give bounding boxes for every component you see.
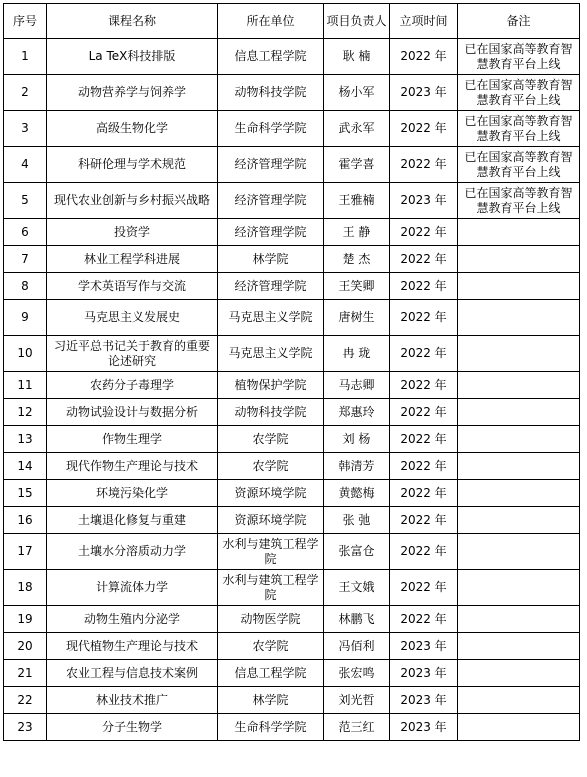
cell-course-name: 林业技术推广 — [47, 687, 218, 714]
cell-unit: 信息工程学院 — [218, 660, 324, 687]
cell-unit: 经济管理学院 — [218, 147, 324, 183]
cell-note — [458, 660, 580, 687]
table-row — [4, 273, 580, 300]
cell-lead: 刘 杨 — [324, 426, 390, 453]
cell-course-name: 现代植物生产理论与技术 — [47, 633, 218, 660]
cell-lead: 刘光哲 — [324, 687, 390, 714]
table-row — [4, 183, 580, 219]
cell-year: 2023 年 — [390, 714, 458, 741]
cell-note: 已在国家高等教育智慧教育平台上线 — [458, 147, 580, 183]
cell-course-name: 农药分子毒理学 — [47, 372, 218, 399]
cell-course-name: 高级生物化学 — [47, 111, 218, 147]
cell-unit: 经济管理学院 — [218, 219, 324, 246]
cell-course-name: 动物试验设计与数据分析 — [47, 399, 218, 426]
cell-year: 2023 年 — [390, 660, 458, 687]
cell-year: 2022 年 — [390, 300, 458, 336]
cell-note — [458, 570, 580, 606]
cell-no: 14 — [4, 453, 47, 480]
cell-note — [458, 336, 580, 372]
cell-unit: 动物科技学院 — [218, 75, 324, 111]
cell-no: 4 — [4, 147, 47, 183]
cell-no: 8 — [4, 273, 47, 300]
cell-year: 2022 年 — [390, 219, 458, 246]
cell-note — [458, 273, 580, 300]
cell-note — [458, 453, 580, 480]
cell-no: 3 — [4, 111, 47, 147]
course-table-container — [3, 3, 580, 741]
cell-unit: 生命科学学院 — [218, 111, 324, 147]
cell-course-name: 投资学 — [47, 219, 218, 246]
cell-course-name: 科研伦理与学术规范 — [47, 147, 218, 183]
cell-year: 2022 年 — [390, 507, 458, 534]
table-row — [4, 480, 580, 507]
cell-no: 18 — [4, 570, 47, 606]
cell-course-name: 土壤退化修复与重建 — [47, 507, 218, 534]
table-row — [4, 534, 580, 570]
cell-year: 2022 年 — [390, 147, 458, 183]
cell-unit: 生命科学学院 — [218, 714, 324, 741]
cell-unit: 马克思主义学院 — [218, 300, 324, 336]
table-row — [4, 219, 580, 246]
cell-year: 2022 年 — [390, 372, 458, 399]
cell-note — [458, 714, 580, 741]
cell-lead: 耿 楠 — [324, 39, 390, 75]
table-row — [4, 39, 580, 75]
cell-lead: 黄懿梅 — [324, 480, 390, 507]
cell-note: 已在国家高等教育智慧教育平台上线 — [458, 39, 580, 75]
cell-year: 2023 年 — [390, 633, 458, 660]
table-row — [4, 507, 580, 534]
header-year: 立项时间 — [390, 4, 458, 39]
cell-lead: 冯佰利 — [324, 633, 390, 660]
table-row — [4, 75, 580, 111]
cell-no: 16 — [4, 507, 47, 534]
cell-unit: 经济管理学院 — [218, 183, 324, 219]
cell-no: 13 — [4, 426, 47, 453]
cell-note — [458, 507, 580, 534]
cell-unit: 林学院 — [218, 246, 324, 273]
cell-year: 2022 年 — [390, 39, 458, 75]
cell-lead: 楚 杰 — [324, 246, 390, 273]
table-row — [4, 246, 580, 273]
cell-no: 9 — [4, 300, 47, 336]
table-row — [4, 453, 580, 480]
table-row — [4, 570, 580, 606]
header-lead: 项目负责人 — [324, 4, 390, 39]
cell-unit: 动物医学院 — [218, 606, 324, 633]
table-row — [4, 714, 580, 741]
table-row — [4, 399, 580, 426]
cell-lead: 霍学喜 — [324, 147, 390, 183]
cell-course-name: 现代农业创新与乡村振兴战略 — [47, 183, 218, 219]
cell-unit: 动物科技学院 — [218, 399, 324, 426]
cell-lead: 王 静 — [324, 219, 390, 246]
cell-note — [458, 372, 580, 399]
header-unit: 所在单位 — [218, 4, 324, 39]
table-row — [4, 147, 580, 183]
cell-year: 2023 年 — [390, 183, 458, 219]
cell-no: 23 — [4, 714, 47, 741]
cell-lead: 杨小军 — [324, 75, 390, 111]
cell-course-name: 分子生物学 — [47, 714, 218, 741]
cell-unit: 水利与建筑工程学院 — [218, 570, 324, 606]
cell-unit: 农学院 — [218, 426, 324, 453]
cell-year: 2022 年 — [390, 273, 458, 300]
cell-course-name: 学术英语写作与交流 — [47, 273, 218, 300]
cell-course-name: La TeX科技排版 — [47, 39, 218, 75]
cell-course-name: 环境污染化学 — [47, 480, 218, 507]
cell-year: 2022 年 — [390, 570, 458, 606]
cell-course-name: 动物营养学与饲养学 — [47, 75, 218, 111]
table-row — [4, 606, 580, 633]
cell-course-name: 计算流体力学 — [47, 570, 218, 606]
cell-lead: 张 弛 — [324, 507, 390, 534]
cell-note — [458, 219, 580, 246]
cell-no: 2 — [4, 75, 47, 111]
cell-no: 20 — [4, 633, 47, 660]
table-row — [4, 372, 580, 399]
cell-lead: 郑惠玲 — [324, 399, 390, 426]
cell-no: 15 — [4, 480, 47, 507]
table-row — [4, 687, 580, 714]
cell-course-name: 农业工程与信息技术案例 — [47, 660, 218, 687]
header-no: 序号 — [4, 4, 47, 39]
cell-lead: 王雅楠 — [324, 183, 390, 219]
cell-no: 5 — [4, 183, 47, 219]
table-body — [4, 39, 580, 741]
cell-course-name: 动物生殖内分泌学 — [47, 606, 218, 633]
cell-course-name: 习近平总书记关于教育的重要论述研究 — [47, 336, 218, 372]
header-course-name: 课程名称 — [47, 4, 218, 39]
cell-no: 19 — [4, 606, 47, 633]
cell-course-name: 土壤水分溶质动力学 — [47, 534, 218, 570]
cell-note — [458, 606, 580, 633]
course-table — [3, 3, 580, 741]
cell-year: 2022 年 — [390, 453, 458, 480]
cell-no: 17 — [4, 534, 47, 570]
cell-unit: 水利与建筑工程学院 — [218, 534, 324, 570]
cell-lead: 武永军 — [324, 111, 390, 147]
cell-no: 6 — [4, 219, 47, 246]
cell-lead: 马志卿 — [324, 372, 390, 399]
cell-year: 2022 年 — [390, 480, 458, 507]
cell-note — [458, 687, 580, 714]
table-row — [4, 336, 580, 372]
cell-year: 2022 年 — [390, 111, 458, 147]
cell-course-name: 现代作物生产理论与技术 — [47, 453, 218, 480]
cell-year: 2023 年 — [390, 687, 458, 714]
cell-unit: 马克思主义学院 — [218, 336, 324, 372]
cell-no: 12 — [4, 399, 47, 426]
table-row — [4, 660, 580, 687]
cell-no: 7 — [4, 246, 47, 273]
cell-note — [458, 480, 580, 507]
cell-note — [458, 534, 580, 570]
cell-lead: 张宏鸣 — [324, 660, 390, 687]
cell-unit: 资源环境学院 — [218, 480, 324, 507]
cell-lead: 林鹏飞 — [324, 606, 390, 633]
cell-lead: 王笑卿 — [324, 273, 390, 300]
cell-lead: 王文娥 — [324, 570, 390, 606]
cell-no: 1 — [4, 39, 47, 75]
cell-lead: 范三红 — [324, 714, 390, 741]
cell-lead: 张富仓 — [324, 534, 390, 570]
cell-year: 2022 年 — [390, 246, 458, 273]
cell-course-name: 作物生理学 — [47, 426, 218, 453]
cell-unit: 农学院 — [218, 453, 324, 480]
cell-unit: 经济管理学院 — [218, 273, 324, 300]
cell-course-name: 马克思主义发展史 — [47, 300, 218, 336]
cell-lead: 唐树生 — [324, 300, 390, 336]
cell-no: 11 — [4, 372, 47, 399]
cell-note — [458, 246, 580, 273]
cell-lead: 韩清芳 — [324, 453, 390, 480]
header-note: 备注 — [458, 4, 580, 39]
cell-year: 2022 年 — [390, 399, 458, 426]
cell-course-name: 林业工程学科进展 — [47, 246, 218, 273]
header-row — [4, 4, 580, 39]
cell-note: 已在国家高等教育智慧教育平台上线 — [458, 75, 580, 111]
cell-unit: 林学院 — [218, 687, 324, 714]
cell-note — [458, 633, 580, 660]
cell-year: 2022 年 — [390, 336, 458, 372]
cell-unit: 植物保护学院 — [218, 372, 324, 399]
cell-no: 22 — [4, 687, 47, 714]
cell-note: 已在国家高等教育智慧教育平台上线 — [458, 183, 580, 219]
cell-unit: 信息工程学院 — [218, 39, 324, 75]
table-row — [4, 426, 580, 453]
cell-year: 2022 年 — [390, 606, 458, 633]
cell-no: 21 — [4, 660, 47, 687]
cell-unit: 资源环境学院 — [218, 507, 324, 534]
cell-year: 2022 年 — [390, 426, 458, 453]
cell-note — [458, 399, 580, 426]
table-row — [4, 300, 580, 336]
cell-note — [458, 300, 580, 336]
cell-year: 2022 年 — [390, 534, 458, 570]
table-row — [4, 111, 580, 147]
cell-lead: 冉 珑 — [324, 336, 390, 372]
cell-note: 已在国家高等教育智慧教育平台上线 — [458, 111, 580, 147]
cell-no: 10 — [4, 336, 47, 372]
cell-unit: 农学院 — [218, 633, 324, 660]
cell-note — [458, 426, 580, 453]
table-row — [4, 633, 580, 660]
cell-year: 2023 年 — [390, 75, 458, 111]
